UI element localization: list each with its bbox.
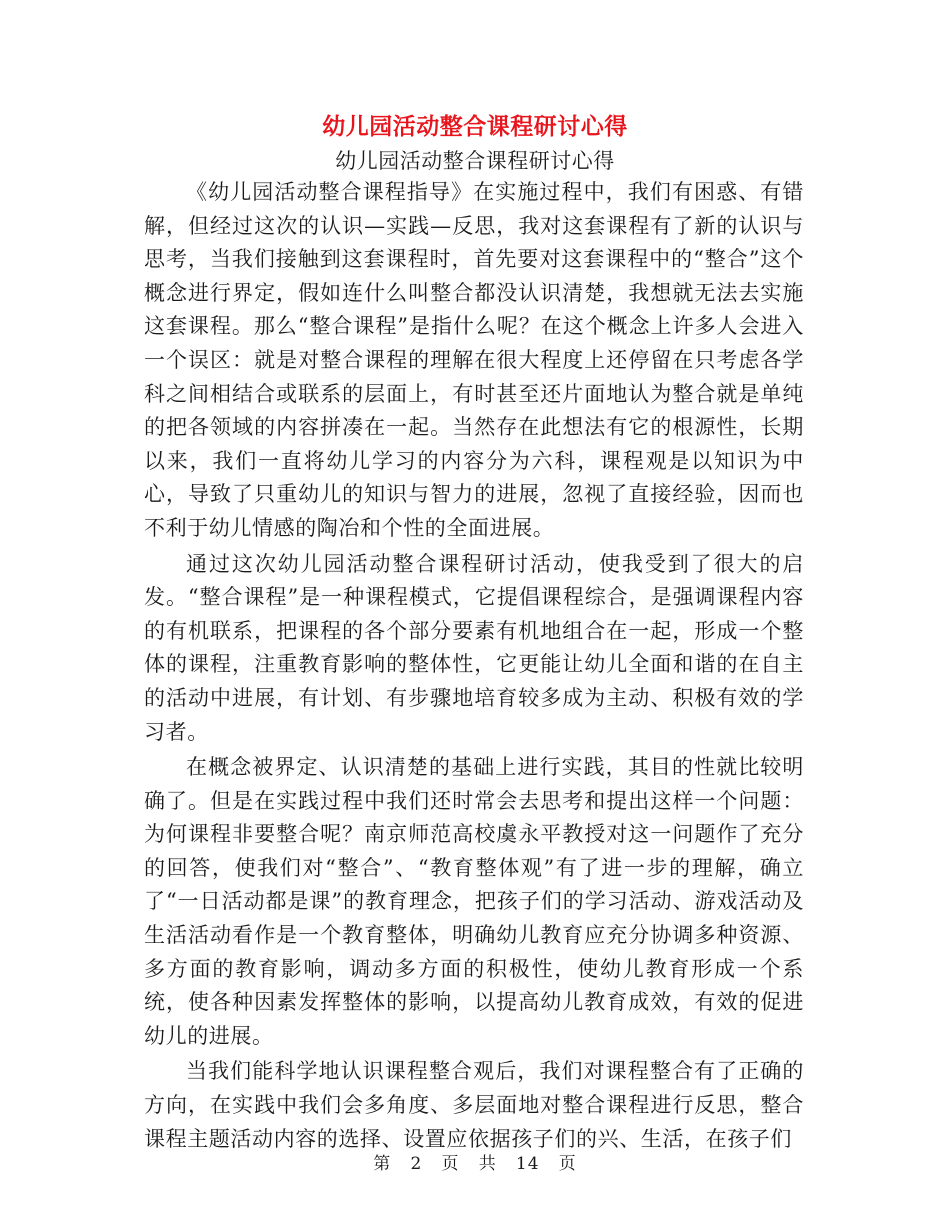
page-footer bbox=[0, 1152, 950, 1176]
document-title: 幼儿园活动整合课程研讨心得 bbox=[322, 113, 628, 140]
paragraph: 当我们能科学地认识课程整合观后，我们对课程整合有了正确的方向，在实践中我们会多角度、多层面地对整合课程进行反思，整合课程主题活动内容的选择、设置应依据孩子们的兴、生活，在孩子们 bbox=[144, 1059, 804, 1151]
footer-label-page: 第 bbox=[373, 1154, 392, 1174]
current-page-number: 2 bbox=[410, 1154, 423, 1174]
document-subtitle: 幼儿园活动整合课程研讨心得 bbox=[335, 149, 615, 173]
paragraph: 在概念被界定、认识清楚的基础上进行实践，其目的性就比较明确了。但是在实践过程中我们还时常会去思考和提出这样一个问题：为何课程非要整合呢？南京师范高校虞永平教授对这一问题作了充分的回答，使我们对“整合”、“教育整体观”有了进一步的理解，确立了“一日活动都是课”的教育理念，把孩子们的学习活动、游戏活动及生活活动看作是一个教育整体，明确幼儿教育应充分协调多种资源、多方面的教育影响，调动多方面的积极性，使幼儿教育形成一个系统，使各种因素发挥整体的影响，以提高幼儿教育成效，有效的促进幼儿的进展。 bbox=[144, 755, 804, 1048]
paragraph: 通过这次幼儿园活动整合课程研讨活动，使我受到了很大的启发。“整合课程”是一种课程模式，它提倡课程综合，是强调课程内容的有机联系，把课程的各个部分要素有机地组合在一起，形成一个整体的课程，注重教育影响的整体性，它更能让幼儿全面和谐的在自主的活动中进展，有计划、有步骤地培育较多成为主动、积极有效的学习者。 bbox=[144, 551, 804, 744]
footer-label-total: 共 bbox=[478, 1154, 497, 1174]
footer-label-total-unit: 页 bbox=[558, 1154, 577, 1174]
document-body bbox=[144, 176, 804, 1156]
total-pages-number: 14 bbox=[515, 1154, 540, 1174]
paragraph: 《幼儿园活动整合课程指导》在实施过程中，我们有困惑、有错解，但经过这次的认识—实践—反思，我对这套课程有了新的认识与思考，当我们接触到这套课程时，首先要对这套课程中的“整合”这个概念进行界定，假如连什么叫整合都没认识清楚，我想就无法去实施这套课程。那么“整合课程”是指什么呢？在这个概念上许多人会进入一个误区：就是对整合课程的理解在很大程度上还停留在只考虑各学科之间相结合或联系的层面上，有时甚至还片面地认为整合就是单纯的把各领域的内容拼凑在一起。当然存在此想法有它的根源性，长期以来，我们一直将幼儿学习的内容分为六科，课程观是以知识为中心，导致了只重幼儿的知识与智力的进展，忽视了直接经验，因而也不利于幼儿情感的陶冶和个性的全面进展。 bbox=[144, 180, 804, 540]
footer-label-page-unit: 页 bbox=[441, 1154, 460, 1174]
